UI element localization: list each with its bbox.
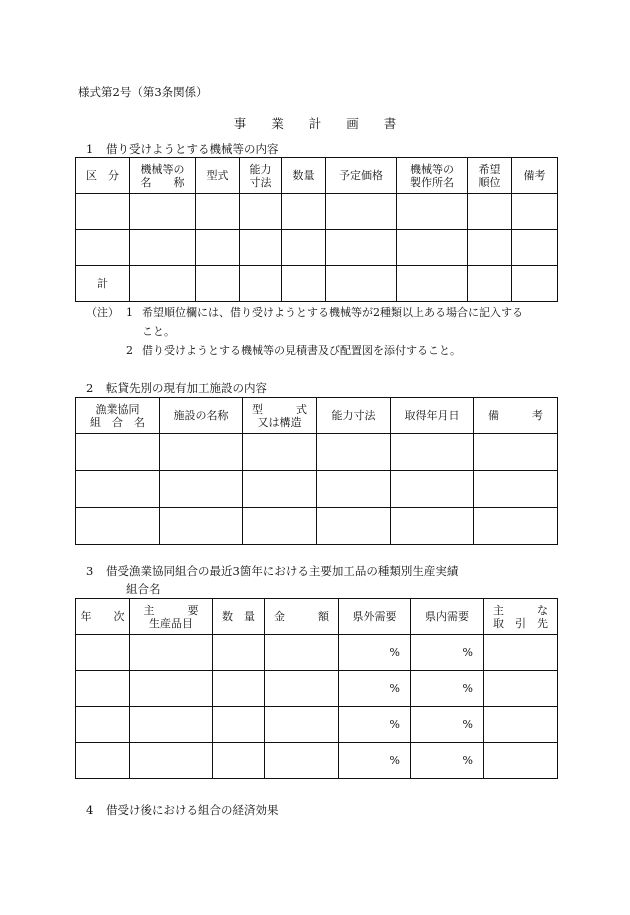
table-row [76,635,558,671]
percent-unit: % [411,743,484,779]
col-cooperative-name: 漁業協同 組 合 名 [76,398,160,434]
document-title: 事 業 計 画 書 [233,116,397,131]
col-year: 年 次 [76,599,130,635]
col-facility-name: 施設の名称 [160,398,243,434]
total-label: 計 [76,266,130,302]
table-row [76,434,558,471]
section-3-heading [86,563,458,579]
col-main-customers: 主 な 取 引 先 [484,599,558,635]
col-quantity-3: 数 量 [213,599,265,635]
table-row [76,707,558,743]
col-main-products: 主 要 生産品目 [130,599,213,635]
note-1-text: 希望順位欄には、借り受けようとする機械等が2種類以上ある場合に記入する [142,306,523,319]
section-1-title: 借り受けようとする機械等の内容 [106,142,279,156]
col-planned-price: 予定価格 [326,158,397,194]
production-header-row [76,599,558,635]
facilities-header-row [76,398,558,434]
total-row [76,266,558,302]
col-remarks: 備考 [512,158,558,194]
note-1-text-cont: こと。 [142,325,175,338]
note-prefix: （注） [86,306,119,319]
col-priority: 希望 順位 [468,158,512,194]
section-2-number: 2 [86,381,94,395]
percent-unit: % [411,707,484,743]
percent-unit: % [411,635,484,671]
section-2-heading [86,380,267,396]
section-4-heading [86,802,279,818]
col-amount: 金 額 [265,599,339,635]
production-table [75,598,558,779]
col-model: 型式 [196,158,240,194]
col-type-structure: 型 式 又は構造 [243,398,317,434]
table-row [76,471,558,508]
table-row [76,671,558,707]
cooperative-name-label: 組合名 [126,582,161,596]
note-2-text: 借り受けようとする機械等の見積書及び配置図を添付すること。 [142,344,461,357]
section-4-title: 借受け後における組合の経済効果 [106,803,279,817]
table-row [76,194,558,230]
section-2-title: 転貸先別の現有加工施設の内容 [106,381,267,395]
col-quantity: 数量 [282,158,326,194]
col-acquired-date: 取得年月日 [391,398,474,434]
percent-unit: % [411,671,484,707]
col-category: 区 分 [76,158,130,194]
form-number-label: 様式第2号（第3条関係） [78,85,208,99]
table-row [76,230,558,266]
col-in-prefecture-demand: 県内需要 [411,599,484,635]
section-1-number: 1 [86,142,94,156]
col-capacity-size: 能力寸法 [317,398,391,434]
col-out-of-prefecture-demand: 県外需要 [339,599,411,635]
section-3-number: 3 [86,564,94,578]
table-row [76,508,558,545]
section-3-title: 借受漁業協同組合の最近3箇年における主要加工品の種類別生産実績 [106,564,459,578]
percent-unit: % [339,707,411,743]
col-machine-name: 機械等の 名 称 [130,158,196,194]
col-manufacturer: 機械等の 製作所名 [397,158,468,194]
machinery-header-row [76,158,558,194]
note-2-number: 2 [126,344,133,357]
col-remarks-2: 備 考 [474,398,558,434]
table-row [76,743,558,779]
percent-unit: % [339,635,411,671]
section-4-number: 4 [86,803,94,817]
note-1-number: 1 [126,306,133,319]
section-1-heading [86,141,279,157]
machinery-table [75,157,558,302]
facilities-table [75,397,558,545]
percent-unit: % [339,671,411,707]
col-capacity: 能力 寸法 [240,158,282,194]
percent-unit: % [339,743,411,779]
